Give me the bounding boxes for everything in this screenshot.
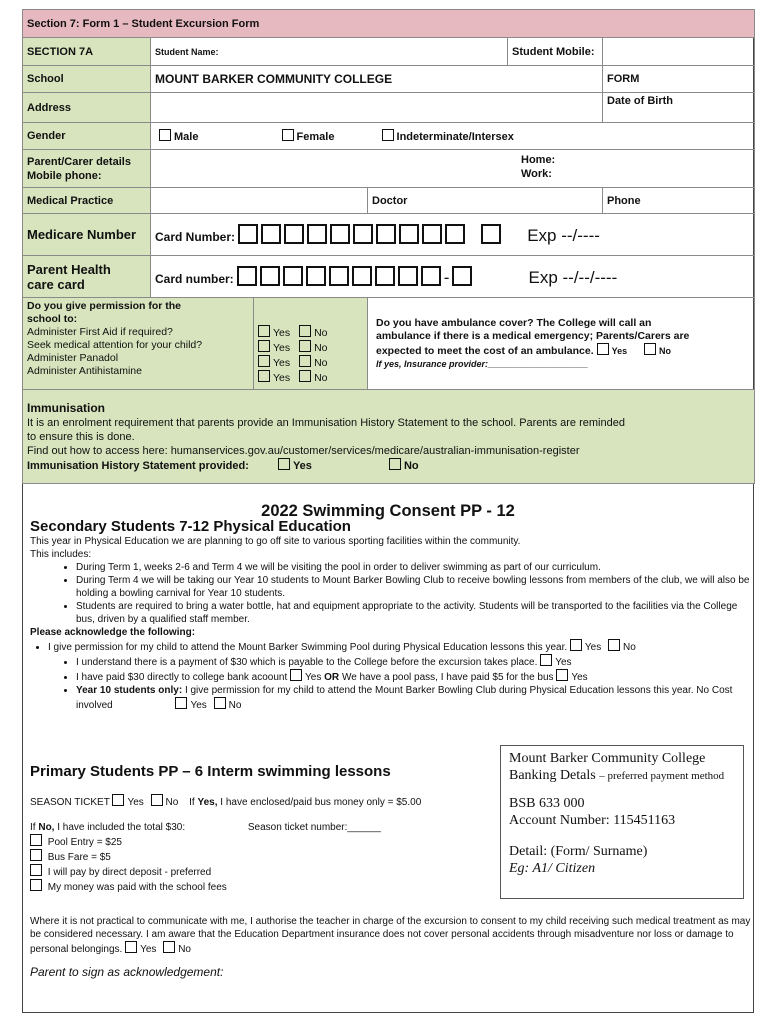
parent-signature-label: Parent to sign as acknowledgement:: [30, 965, 224, 979]
pool-entry-checkbox[interactable]: [30, 834, 42, 846]
no-label: No: [314, 327, 328, 339]
gender-label: Gender: [23, 123, 151, 150]
immunisation-title: Immunisation: [27, 400, 106, 415]
health-digit-boxes: [237, 274, 444, 286]
payment-detail: Detail: (Form/ Surname): [509, 844, 648, 859]
student-mobile-field[interactable]: [603, 38, 755, 66]
primary-title: Primary Students PP – 6 Interm swimming lessons: [30, 763, 391, 780]
form-label: FORM: [603, 66, 755, 93]
authorise-no-checkbox[interactable]: [163, 941, 175, 953]
permission-questions: [23, 298, 254, 390]
pool-yes-label: Yes: [584, 642, 602, 653]
season-ticket-label: SEASON TICKET: [30, 797, 110, 808]
pool-permission-text: I give permission for my child to attend the Mount Barker Swimming Pool during Physical Education lessons this year.: [48, 642, 568, 653]
acknowledge-label: Please acknowledge the following:: [30, 627, 196, 638]
pool-pass-yes-checkbox[interactable]: [556, 669, 568, 681]
health-exp: Exp --/--/----: [528, 267, 618, 287]
year10-label: Year 10 students only:: [76, 685, 183, 696]
secondary-intro-2: This includes:: [30, 549, 92, 560]
permission-item-panadol: Administer Panadol: [27, 352, 119, 364]
option-school-fees: [30, 879, 492, 894]
season-no-label: No: [165, 797, 179, 808]
ambulance-line1: Do you have ambulance cover? The College will call an: [376, 316, 652, 329]
no-label: No: [314, 372, 328, 384]
intersex-label: Indeterminate/Intersex: [396, 131, 514, 143]
season-yes-bold: Yes,: [197, 797, 218, 808]
school-label: School: [23, 66, 151, 93]
female-label: Female: [296, 131, 335, 143]
bank-preferred: – preferred payment method: [599, 770, 725, 782]
season-ticket-line: [30, 794, 492, 809]
authorisation-section: [22, 915, 754, 979]
yes-label: Yes: [273, 327, 291, 339]
section-7a-label: SECTION 7A: [23, 38, 151, 66]
no-label: No: [314, 342, 328, 354]
payment-text: I understand there is a payment of $30 which is payable to the College before the excursion takes place.: [76, 657, 538, 668]
intersex-checkbox[interactable]: [382, 129, 394, 141]
immunisation-line1: It is an enrolment requirement that parents provide an Immunisation History Statement to the school. Parents are reminded: [27, 416, 625, 429]
bowling-item: [76, 684, 754, 712]
pool-entry-label: Pool Entry = $25: [47, 837, 122, 848]
medical-practice-field[interactable]: [151, 188, 368, 214]
paid-yes-label: Yes: [305, 672, 322, 683]
primary-section: [22, 763, 492, 894]
immunisation-no-label: No: [403, 459, 419, 472]
immunisation-line2: to ensure this is done.: [27, 430, 135, 443]
authorise-text: Where it is not practical to communicate with me, I authorise the teacher in charge of the excursion to consent to my child receiving such medical treatment as may be considered necessary. I am aware that the Education Department insurance does not cover personal accidents through misadventure nor loss or damage to personal belongings.: [30, 916, 751, 955]
ambulance-yes-label: Yes: [611, 345, 628, 356]
paid-or: OR: [324, 672, 340, 683]
parent-details-field[interactable]: [151, 150, 755, 188]
address-label: Address: [23, 93, 151, 123]
payment-yes-label: Yes: [555, 657, 572, 668]
secondary-title: Secondary Students 7-12 Physical Education: [30, 518, 351, 535]
account-number: Account Number: 115451163: [509, 813, 676, 828]
if-no-a: If: [30, 822, 36, 833]
bus-fare-label: Bus Fare = $5: [47, 852, 111, 863]
permission-item-medical: Seek medical attention for your child?: [27, 339, 203, 351]
permission-item-antihistamine: Administer Antihistamine: [27, 365, 142, 377]
panadol-yes-checkbox[interactable]: [258, 355, 270, 367]
secondary-intro-1: This year in Physical Education we are planning to go off site to various sporting facilities within the community.: [30, 536, 521, 547]
first-aid-no-checkbox[interactable]: [299, 325, 311, 337]
bank-title: Mount Barker Community College: [509, 751, 706, 766]
parent-details-label: [23, 150, 151, 188]
pool-pass-text: We have a pool pass, I have paid $5 for the bus: [341, 672, 554, 683]
direct-deposit-label: I will pay by direct deposit - preferred: [47, 867, 212, 878]
paid-yes-checkbox[interactable]: [290, 669, 302, 681]
insurance-provider: If yes, Insurance provider:____________________: [376, 358, 589, 369]
bullet-requirements: • Students are required to bring a water bottle, hat and equipment appropriate to the activity. Students will be transported to the facilities via the College bus, driven by a qualified staff member.: [76, 600, 754, 626]
if-no-line: [30, 821, 492, 834]
season-no-checkbox[interactable]: [151, 794, 163, 806]
medical-no-checkbox[interactable]: [299, 340, 311, 352]
health-dash: -: [443, 267, 450, 287]
ambulance-cover: [368, 298, 755, 390]
pool-no-label: No: [623, 642, 636, 653]
bank-detals: Banking Detals: [509, 768, 596, 783]
work-label: Work:: [521, 168, 552, 180]
permission-title-1: Do you give permission for the: [27, 300, 182, 312]
season-if: If: [189, 797, 195, 808]
ambulance-yes-checkbox[interactable]: [597, 343, 609, 355]
season-rest-text: I have enclosed/paid bus money only = $5.00: [220, 797, 422, 808]
school-value: MOUNT BARKER COMMUNITY COLLEGE: [151, 66, 603, 93]
dob-label: Date of Birth: [603, 93, 755, 123]
immunisation-yes-checkbox[interactable]: [278, 458, 290, 470]
health-card-field[interactable]: [151, 256, 755, 298]
payment-item: [76, 654, 754, 669]
yes-label: Yes: [273, 357, 291, 369]
bowling-no-checkbox[interactable]: [214, 697, 226, 709]
panadol-no-checkbox[interactable]: [299, 355, 311, 367]
payment-options: [22, 834, 492, 894]
direct-deposit-checkbox[interactable]: [30, 864, 42, 876]
ambulance-no-label: No: [659, 345, 672, 356]
medicare-digit-boxes: [238, 232, 468, 244]
payment-example: Eg: A1/ Citizen: [509, 861, 596, 876]
medical-yes-checkbox[interactable]: [258, 340, 270, 352]
antihistamine-no-checkbox[interactable]: [299, 370, 311, 382]
ambulance-line3: expected to meet the cost of an ambulance.: [376, 344, 594, 357]
parent-label-line1: Parent/Carer details: [27, 155, 131, 168]
bowling-yes-checkbox[interactable]: [175, 697, 187, 709]
medicare-irn-box: [481, 224, 501, 244]
school-fees-checkbox[interactable]: [30, 879, 42, 891]
authorise-paragraph: [30, 915, 754, 956]
swimming-title: 2022 Swimming Consent PP - 12: [261, 502, 515, 520]
season-yes-label: Yes: [127, 797, 144, 808]
yes-label: Yes: [273, 342, 291, 354]
yes-label: Yes: [273, 372, 291, 384]
health-label-line2: care card: [27, 276, 85, 292]
if-no-b: No,: [38, 822, 55, 833]
health-card-number-label: Card number:: [155, 271, 234, 286]
section-title: Section 7: Form 1 – Student Excursion Form: [23, 10, 755, 38]
medical-practice-label: Medical Practice: [23, 188, 151, 214]
authorise-no-label: No: [178, 944, 191, 955]
bsb-number: BSB 633 000: [509, 796, 585, 811]
pool-pass-yes-label: Yes: [571, 672, 588, 683]
option-direct-deposit: [30, 864, 492, 879]
home-label: Home:: [521, 154, 556, 166]
immunisation-yes-label: Yes: [292, 459, 312, 472]
paid-item: [76, 669, 754, 684]
immunisation-section: [23, 390, 755, 484]
paid-text: I have paid $30 directly to college bank acoount: [76, 672, 288, 683]
male-label: Male: [174, 131, 199, 143]
first-aid-yes-checkbox[interactable]: [258, 325, 270, 337]
health-label-line1: Parent Health: [27, 261, 111, 277]
bowling-text: I give permission for my child to attend the Mount Barker Bowling Club during Physical Education lessons this year. No Cost involved: [76, 685, 733, 711]
health-card-label: [23, 256, 151, 298]
option-bus-fare: [30, 849, 492, 864]
if-no-c: I have included the total $30:: [57, 822, 186, 833]
acknowledge-list: [22, 639, 754, 654]
student-name-field[interactable]: [151, 38, 508, 66]
permission-title-2: school to:: [27, 313, 78, 325]
bowling-yes-label: Yes: [190, 700, 207, 711]
pool-permission-item: [48, 639, 754, 654]
ambulance-line2: ambulance if there is a medical emergency; Parents/Carers are: [376, 329, 690, 342]
student-name-label: Student Name:: [155, 46, 219, 57]
phone-label: Phone: [603, 188, 755, 214]
authorise-yes-checkbox[interactable]: [125, 941, 137, 953]
medicare-exp: Exp --/----: [527, 225, 600, 245]
medicare-label: Medicare Number: [23, 214, 151, 256]
pool-no-checkbox[interactable]: [608, 639, 620, 651]
excursion-form-table: [22, 9, 755, 484]
student-mobile-label: Student Mobile:: [508, 38, 603, 66]
immunisation-provided-label: Immunisation History Statement provided:: [27, 459, 249, 472]
bus-fare-checkbox[interactable]: [30, 849, 42, 861]
ambulance-no-checkbox[interactable]: [644, 343, 656, 355]
antihistamine-yes-checkbox[interactable]: [258, 370, 270, 382]
immunisation-link: Find out how to access here: humanservices.gov.au/customer/services/medicare/australian-immunisation-register: [27, 444, 580, 457]
banking-details-box: [500, 745, 744, 899]
female-checkbox[interactable]: [282, 129, 294, 141]
health-last-box: [452, 266, 472, 286]
immunisation-no-checkbox[interactable]: [389, 458, 401, 470]
season-ticket-number: Season ticket number:______: [247, 822, 381, 833]
gender-options: [151, 123, 755, 150]
medicare-field[interactable]: [151, 214, 755, 256]
male-checkbox[interactable]: [159, 129, 171, 141]
school-fees-label: My money was paid with the school fees: [47, 882, 227, 893]
address-field[interactable]: [151, 93, 603, 123]
pool-yes-checkbox[interactable]: [570, 639, 582, 651]
medicare-card-label: Card Number:: [155, 229, 236, 244]
secondary-bullets: [22, 561, 754, 626]
permission-item-first-aid: Administer First Aid if required?: [27, 326, 173, 338]
payment-yes-checkbox[interactable]: [540, 654, 552, 666]
swimming-consent-section: [22, 502, 754, 979]
no-label: No: [314, 357, 328, 369]
doctor-label: Doctor: [368, 188, 603, 214]
bullet-term4: • During Term 4 we will be taking our Year 10 students to Mount Barker Bowling Club to receive bowling lessons from members of the club, we will also be holding a bowling carnival for Year 10 students.: [76, 574, 754, 600]
permission-answers: [254, 298, 368, 390]
bullet-term1: • During Term 1, weeks 2-6 and Term 4 we will be visiting the pool in order to deliver swimming as part of our curriculum.: [76, 561, 754, 574]
season-yes-checkbox[interactable]: [112, 794, 124, 806]
bowling-no-label: No: [228, 700, 242, 711]
option-pool-entry: [30, 834, 492, 849]
parent-label-line2: Mobile phone:: [27, 169, 102, 182]
authorise-yes-label: Yes: [140, 944, 157, 955]
acknowledge-sublist: [22, 654, 754, 712]
